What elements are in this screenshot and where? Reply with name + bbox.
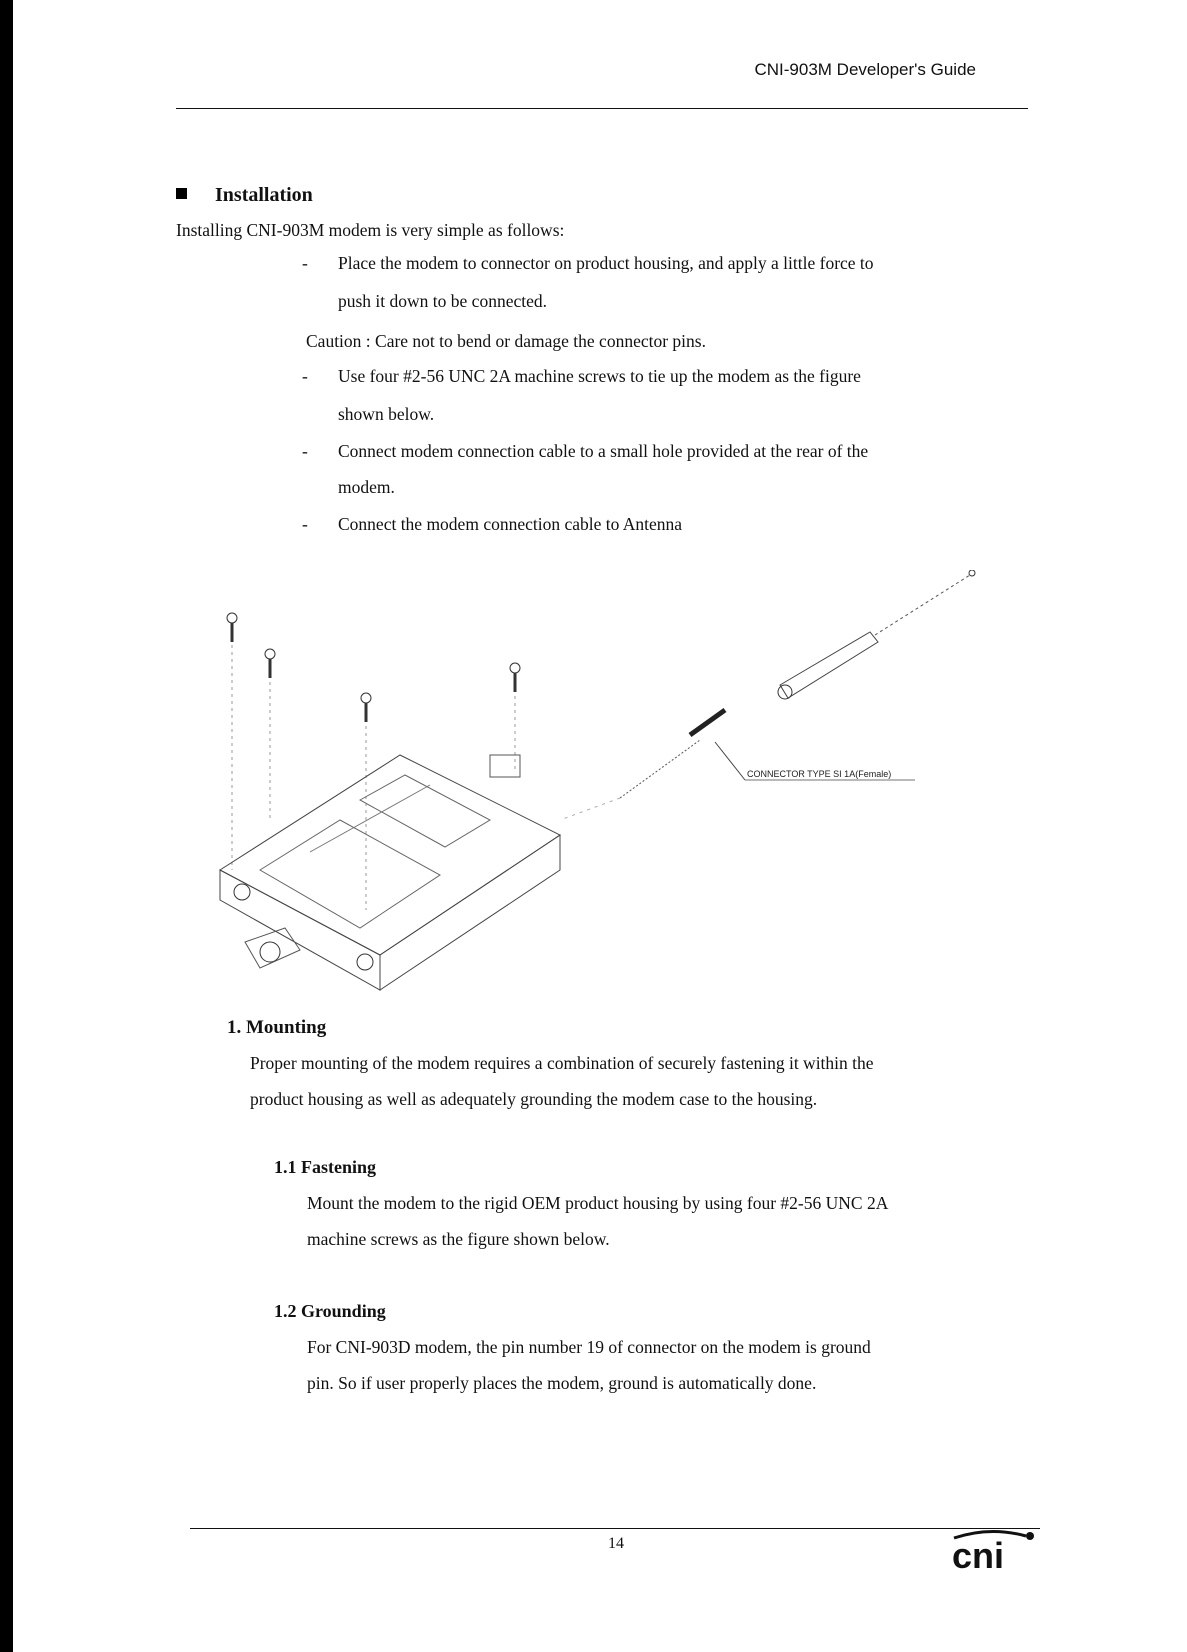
step-2-line-1: Use four #2-56 UNC 2A machine screws to tie up the modem as the figure: [338, 366, 861, 386]
step-1: [302, 244, 874, 282]
cni-logo-icon: [950, 1524, 1040, 1574]
installation-diagram: [190, 570, 1010, 1010]
modem-body: [220, 755, 560, 990]
page-edge-bar: [0, 0, 13, 1652]
mounting-heading: 1. Mounting: [227, 1017, 327, 1038]
footer-rule: [190, 1528, 1040, 1529]
dash-bullet: -: [302, 441, 308, 461]
installation-intro: Installing CNI-903M modem is very simple as follows:: [176, 220, 565, 240]
dash-bullet: -: [302, 514, 308, 534]
caution-text: Caution : Care not to bend or damage the connector pins.: [306, 331, 706, 351]
dash-bullet: -: [302, 366, 308, 386]
grounding-line-2: pin. So if user properly places the modem, ground is automatically done.: [307, 1373, 817, 1393]
square-bullet-icon: [176, 188, 187, 199]
installation-heading-text: Installation: [215, 184, 313, 206]
mounting-line-2: product housing as well as adequately grounding the modem case to the housing.: [250, 1089, 818, 1109]
step-2-line-2: shown below.: [338, 404, 435, 424]
screw-icon: [227, 613, 237, 870]
fastening-line-2: machine screws as the figure shown below.: [307, 1229, 610, 1249]
dash-bullet: -: [302, 253, 308, 273]
fastening-line-1: Mount the modem to the rigid OEM product housing by using four #2-56 UNC 2A: [307, 1193, 889, 1213]
step-3-line-1: Connect modem connection cable to a small hole provided at the rear of the: [338, 441, 869, 461]
step-2: [302, 357, 861, 395]
connector-cable: [560, 710, 915, 820]
logo-text: cni: [952, 1535, 1005, 1574]
step-1-line-2: push it down to be connected.: [338, 291, 547, 311]
installation-heading: [176, 184, 313, 207]
screw-icon: [265, 649, 275, 820]
step-3-line-2: modem.: [338, 477, 395, 497]
step-4: [302, 505, 683, 543]
header-rule: [176, 108, 1028, 109]
step-1-line-1: Place the modem to connector on product housing, and apply a little force to: [338, 253, 874, 273]
page-number: 14: [608, 1535, 624, 1552]
grounding-heading: 1.2 Grounding: [274, 1301, 386, 1321]
fastening-heading: 1.1 Fastening: [274, 1157, 377, 1177]
antenna-icon: [778, 570, 975, 699]
screw-icon: [510, 663, 520, 770]
mounting-line-1: Proper mounting of the modem requires a combination of securely fastening it within the: [250, 1053, 874, 1073]
step-4-text: Connect the modem connection cable to Antenna: [338, 514, 683, 534]
grounding-line-1: For CNI-903D modem, the pin number 19 of connector on the modem is ground: [307, 1337, 871, 1357]
step-3: [302, 432, 869, 470]
header-title: CNI-903M Developer's Guide: [754, 60, 976, 79]
connector-type-label: CONNECTOR TYPE SI 1A(Female): [747, 769, 892, 779]
